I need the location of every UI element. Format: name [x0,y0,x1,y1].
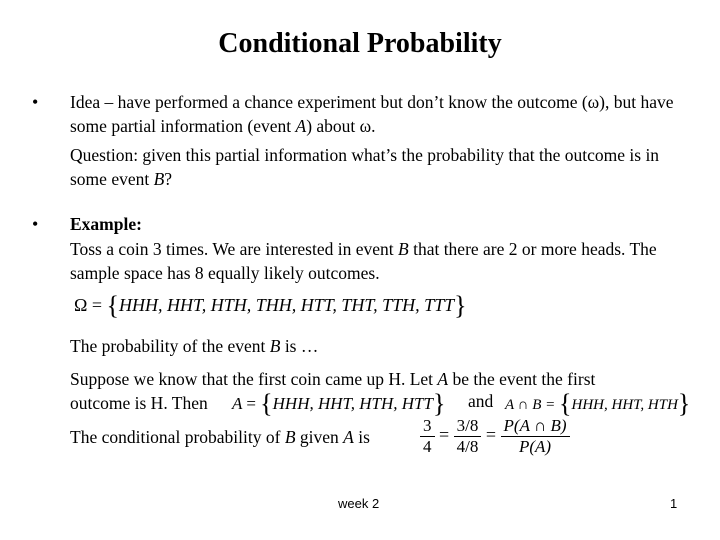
suppose-text-pre: Suppose we know that the first coin came up H. Let [70,369,438,389]
question-event-b: B [153,169,165,189]
example-event-b: B [398,239,409,259]
intersection-formula [505,389,690,419]
intersection-values: HHH, HHT, HTH [571,397,678,413]
close-brace: } [454,291,467,320]
cond-text-mid: given [295,427,344,447]
prob-text-pre: The probability of the event [70,336,270,356]
open-brace: { [559,389,572,418]
probability-line [70,334,690,358]
cond-event-a: A [343,427,354,447]
example-text [70,237,690,285]
bullet-marker: • [32,214,39,234]
open-brace: { [106,291,120,320]
idea-text-pre: Idea – have performed a chance experiment but don’t know the outcome (ω), but have some partial information (event [70,92,674,136]
conditional-line [70,425,410,449]
prob-event-b: B [269,336,281,356]
idea-text-post: ) about ω. [306,116,376,136]
cond-event-b: B [284,427,296,447]
cond-text-pre: The conditional probability of [70,427,285,447]
suppose-text-post: be the event the first [448,369,596,389]
outcome-text: outcome is H. Then [70,393,208,413]
set-a-formula [232,389,445,419]
question-text-post: ? [164,169,173,189]
fraction-three-fourths [420,416,435,457]
slide-title: Conditional Probability [218,28,502,59]
suppose-line [70,367,690,391]
fraction-probability [501,416,570,457]
example-text-pre: Toss a coin 3 times. We are interested in event [70,239,398,259]
fraction-numerator: P(A ∩ B) [501,416,570,437]
page-number: 1 [670,496,678,511]
sample-space-formula [74,291,467,321]
idea-event-a: A [295,116,307,136]
fraction-eighths [454,416,482,457]
close-brace: } [432,389,446,418]
and-word: and [468,391,494,411]
fraction-denominator: 4/8 [456,437,479,456]
open-brace: { [260,389,273,418]
bullet-idea [70,90,690,138]
example-text-post: that there are 2 or more heads. The sample space has 8 equally likely outcomes. [70,239,657,283]
bullet-marker: • [32,92,39,112]
fraction-numerator: 3/8 [454,416,482,437]
set-a-values: HHH, HHT, HTH, HTT [272,394,433,413]
question-text-pre: Question: given this partial information what’s the probability that the outcome is in some event [70,145,660,189]
cond-text-post: is [353,427,370,447]
sample-space-set: HHH, HHT, HTH, THH, HTT, THT, TTH, TTT [119,295,455,315]
intersection-expr: A ∩ B = [505,397,556,413]
fraction-numerator: 3 [420,416,435,437]
set-a-name: A [232,394,243,413]
question-line [70,143,690,191]
fraction-denominator: P(A) [518,437,552,456]
equals-sign: = [439,424,450,445]
conditional-formula [420,416,570,457]
set-a-equals: = [246,394,256,413]
suppose-event-a: A [437,369,449,389]
omega-symbol: Ω [74,295,88,315]
example-heading: Example: [70,214,142,234]
close-brace: } [677,389,691,418]
equals-sign: = [485,424,497,445]
omega-equals: = [91,295,103,315]
prob-text-post: is … [280,336,319,356]
fraction-denominator: 4 [423,437,432,456]
footer-week: week 2 [338,496,380,511]
